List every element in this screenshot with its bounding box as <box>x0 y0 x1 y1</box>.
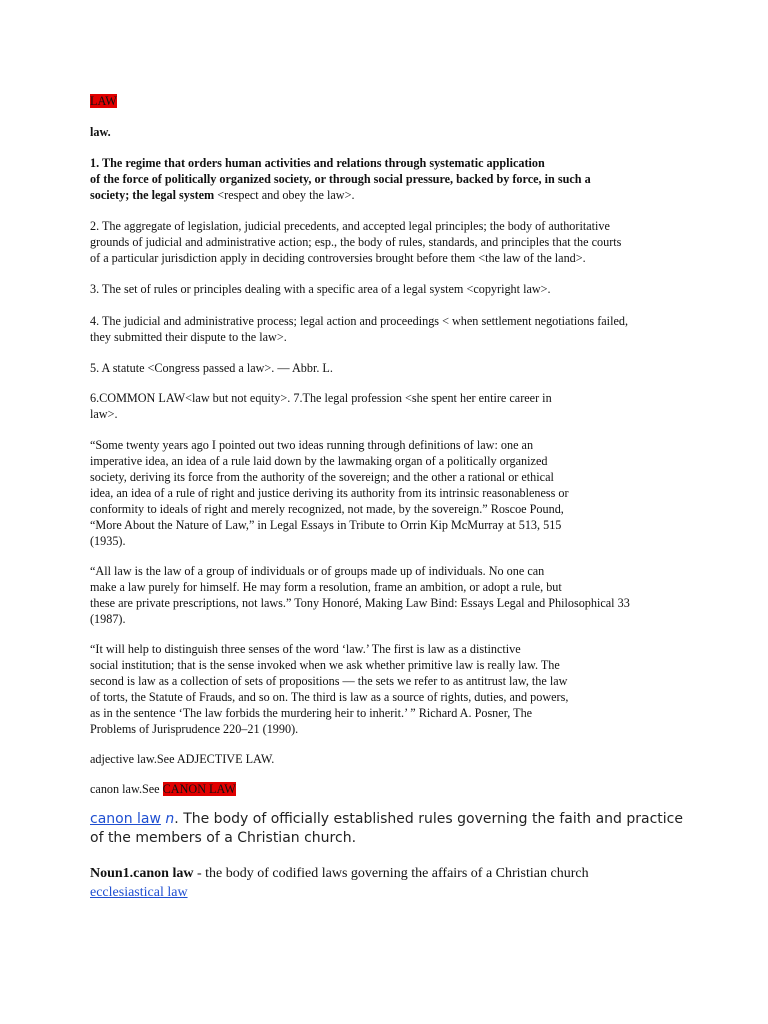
def4-line-2: they submitted their dispute to the law>. <box>90 330 287 344</box>
def6-line-1: 6.COMMON LAW<law but not equity>. 7.The legal profession <she spent her entire career in <box>90 391 552 405</box>
quote2-line-4: (1987). <box>90 612 126 626</box>
canon-def-text-1: . The body of officially established rules governing the faith and practice <box>174 811 683 827</box>
definition-2 <box>90 218 621 266</box>
canon-law-highlight: CANON LAW <box>162 782 236 796</box>
quote1-line-2: imperative idea, an idea of a rule laid down by the lawmaking organ of a politically organized <box>90 454 548 468</box>
quote1-line-4: idea, an idea of a rule of right and justice deriving its authority from its intrinsic reasonableness or <box>90 486 569 500</box>
def2-line-2: grounds of judicial and administrative action; esp., the body of rules, standards, and principles that the courts <box>90 235 622 249</box>
noun-entry <box>90 864 589 902</box>
noun-text: - the body of codified laws governing the affairs of a Christian church <box>193 866 589 881</box>
def6-line-2: law>. <box>90 407 118 421</box>
canon-law-prefix: canon law.See <box>90 782 163 796</box>
quote1-line-1: “Some twenty years ago I pointed out two ideas running through definitions of law: one an <box>90 438 534 452</box>
quote3-line-3: second is law as a collection of sets of propositions — the sets we refer to as antitrust law, the law <box>90 674 568 688</box>
canon-def-line-2: of the members of a Christian church. <box>90 830 357 846</box>
quote2-line-2: make a law purely for himself. He may form a resolution, frame an ambition, or adopt a rule, but <box>90 580 562 594</box>
def1-example: <respect and obey the law>. <box>214 188 355 202</box>
quote3-line-6: Problems of Jurisprudence 220–21 (1990). <box>90 722 299 736</box>
part-of-speech: n <box>165 811 175 827</box>
noun-label: Noun1.canon law <box>90 866 194 881</box>
quote3-line-4: of torts, the Statute of Frauds, and so on. The third is law as a source of rights, duties, and powers, <box>90 690 569 704</box>
quote1-line-6: “More About the Nature of Law,” in Legal Essays in Tribute to Orrin Kip McMurray at 513, 515 <box>90 518 562 532</box>
heading-highlight: LAW <box>90 94 117 108</box>
quote1-line-3: society, deriving its force from the authority of the sovereign; and the other a rational or ethical <box>90 470 554 484</box>
quote3-line-5: as in the sentence ‘The law forbids the murdering heir to inherit.’ ” Richard A. Posner, The <box>90 706 533 720</box>
def1-line-2: of the force of politically organized society, or through social pressure, backed by force, in such a <box>90 172 591 186</box>
noun-line-2 <box>90 883 589 902</box>
quote1-line-5: conformity to ideals of right and merely recognized, not made, by the sovereign.” Roscoe Pound, <box>90 502 564 516</box>
noun-line-1 <box>90 864 589 883</box>
def1-line-3-text: society; the legal system <box>90 188 215 202</box>
definition-1 <box>90 155 591 203</box>
def4-line-1: 4. The judicial and administrative process; legal action and proceedings < when settlement negotiations failed, <box>90 314 628 328</box>
definition-4 <box>90 313 628 345</box>
quote3-line-2: social institution; that is the sense invoked when we ask whether primitive law is really law. The <box>90 658 560 672</box>
def1-line-3 <box>90 187 591 203</box>
canon-law-link[interactable]: canon law <box>90 811 161 827</box>
definition-6 <box>90 390 552 422</box>
definition-5: 5. A statute <Congress passed a law>. — Abbr. L. <box>90 361 333 375</box>
heading <box>90 93 117 109</box>
quote1-line-7: (1935). <box>90 534 126 548</box>
term-title: law. <box>90 125 111 139</box>
canon-law-entry <box>90 781 236 797</box>
quote3-line-1: “It will help to distinguish three senses of the word ‘law.’ The first is law as a distinctive <box>90 642 521 656</box>
canon-law-definition <box>90 810 683 848</box>
definition-3: 3. The set of rules or principles dealing with a specific area of a legal system <copyright law>. <box>90 282 551 296</box>
ecclesiastical-law-link[interactable]: ecclesiastical law <box>90 885 188 900</box>
quote-posner <box>90 641 568 737</box>
canon-def-line-1 <box>90 810 683 829</box>
quote2-line-3: these are private prescriptions, not laws.” Tony Honoré, Making Law Bind: Essays Legal and Philosophical 33 <box>90 596 630 610</box>
def1-line-1: 1. The regime that orders human activities and relations through systematic application <box>90 156 545 170</box>
def2-line-1: 2. The aggregate of legislation, judicial precedents, and accepted legal principles; the body of authoritative <box>90 219 610 233</box>
quote2-line-1: “All law is the law of a group of individuals or of groups made up of individuals. No one can <box>90 564 545 578</box>
adjective-law-entry: adjective law.See ADJECTIVE LAW. <box>90 752 275 766</box>
def2-line-3: of a particular jurisdiction apply in deciding controversies brought before them <the law of the land>. <box>90 251 586 265</box>
quote-pound <box>90 437 569 549</box>
quote-honore <box>90 563 630 627</box>
